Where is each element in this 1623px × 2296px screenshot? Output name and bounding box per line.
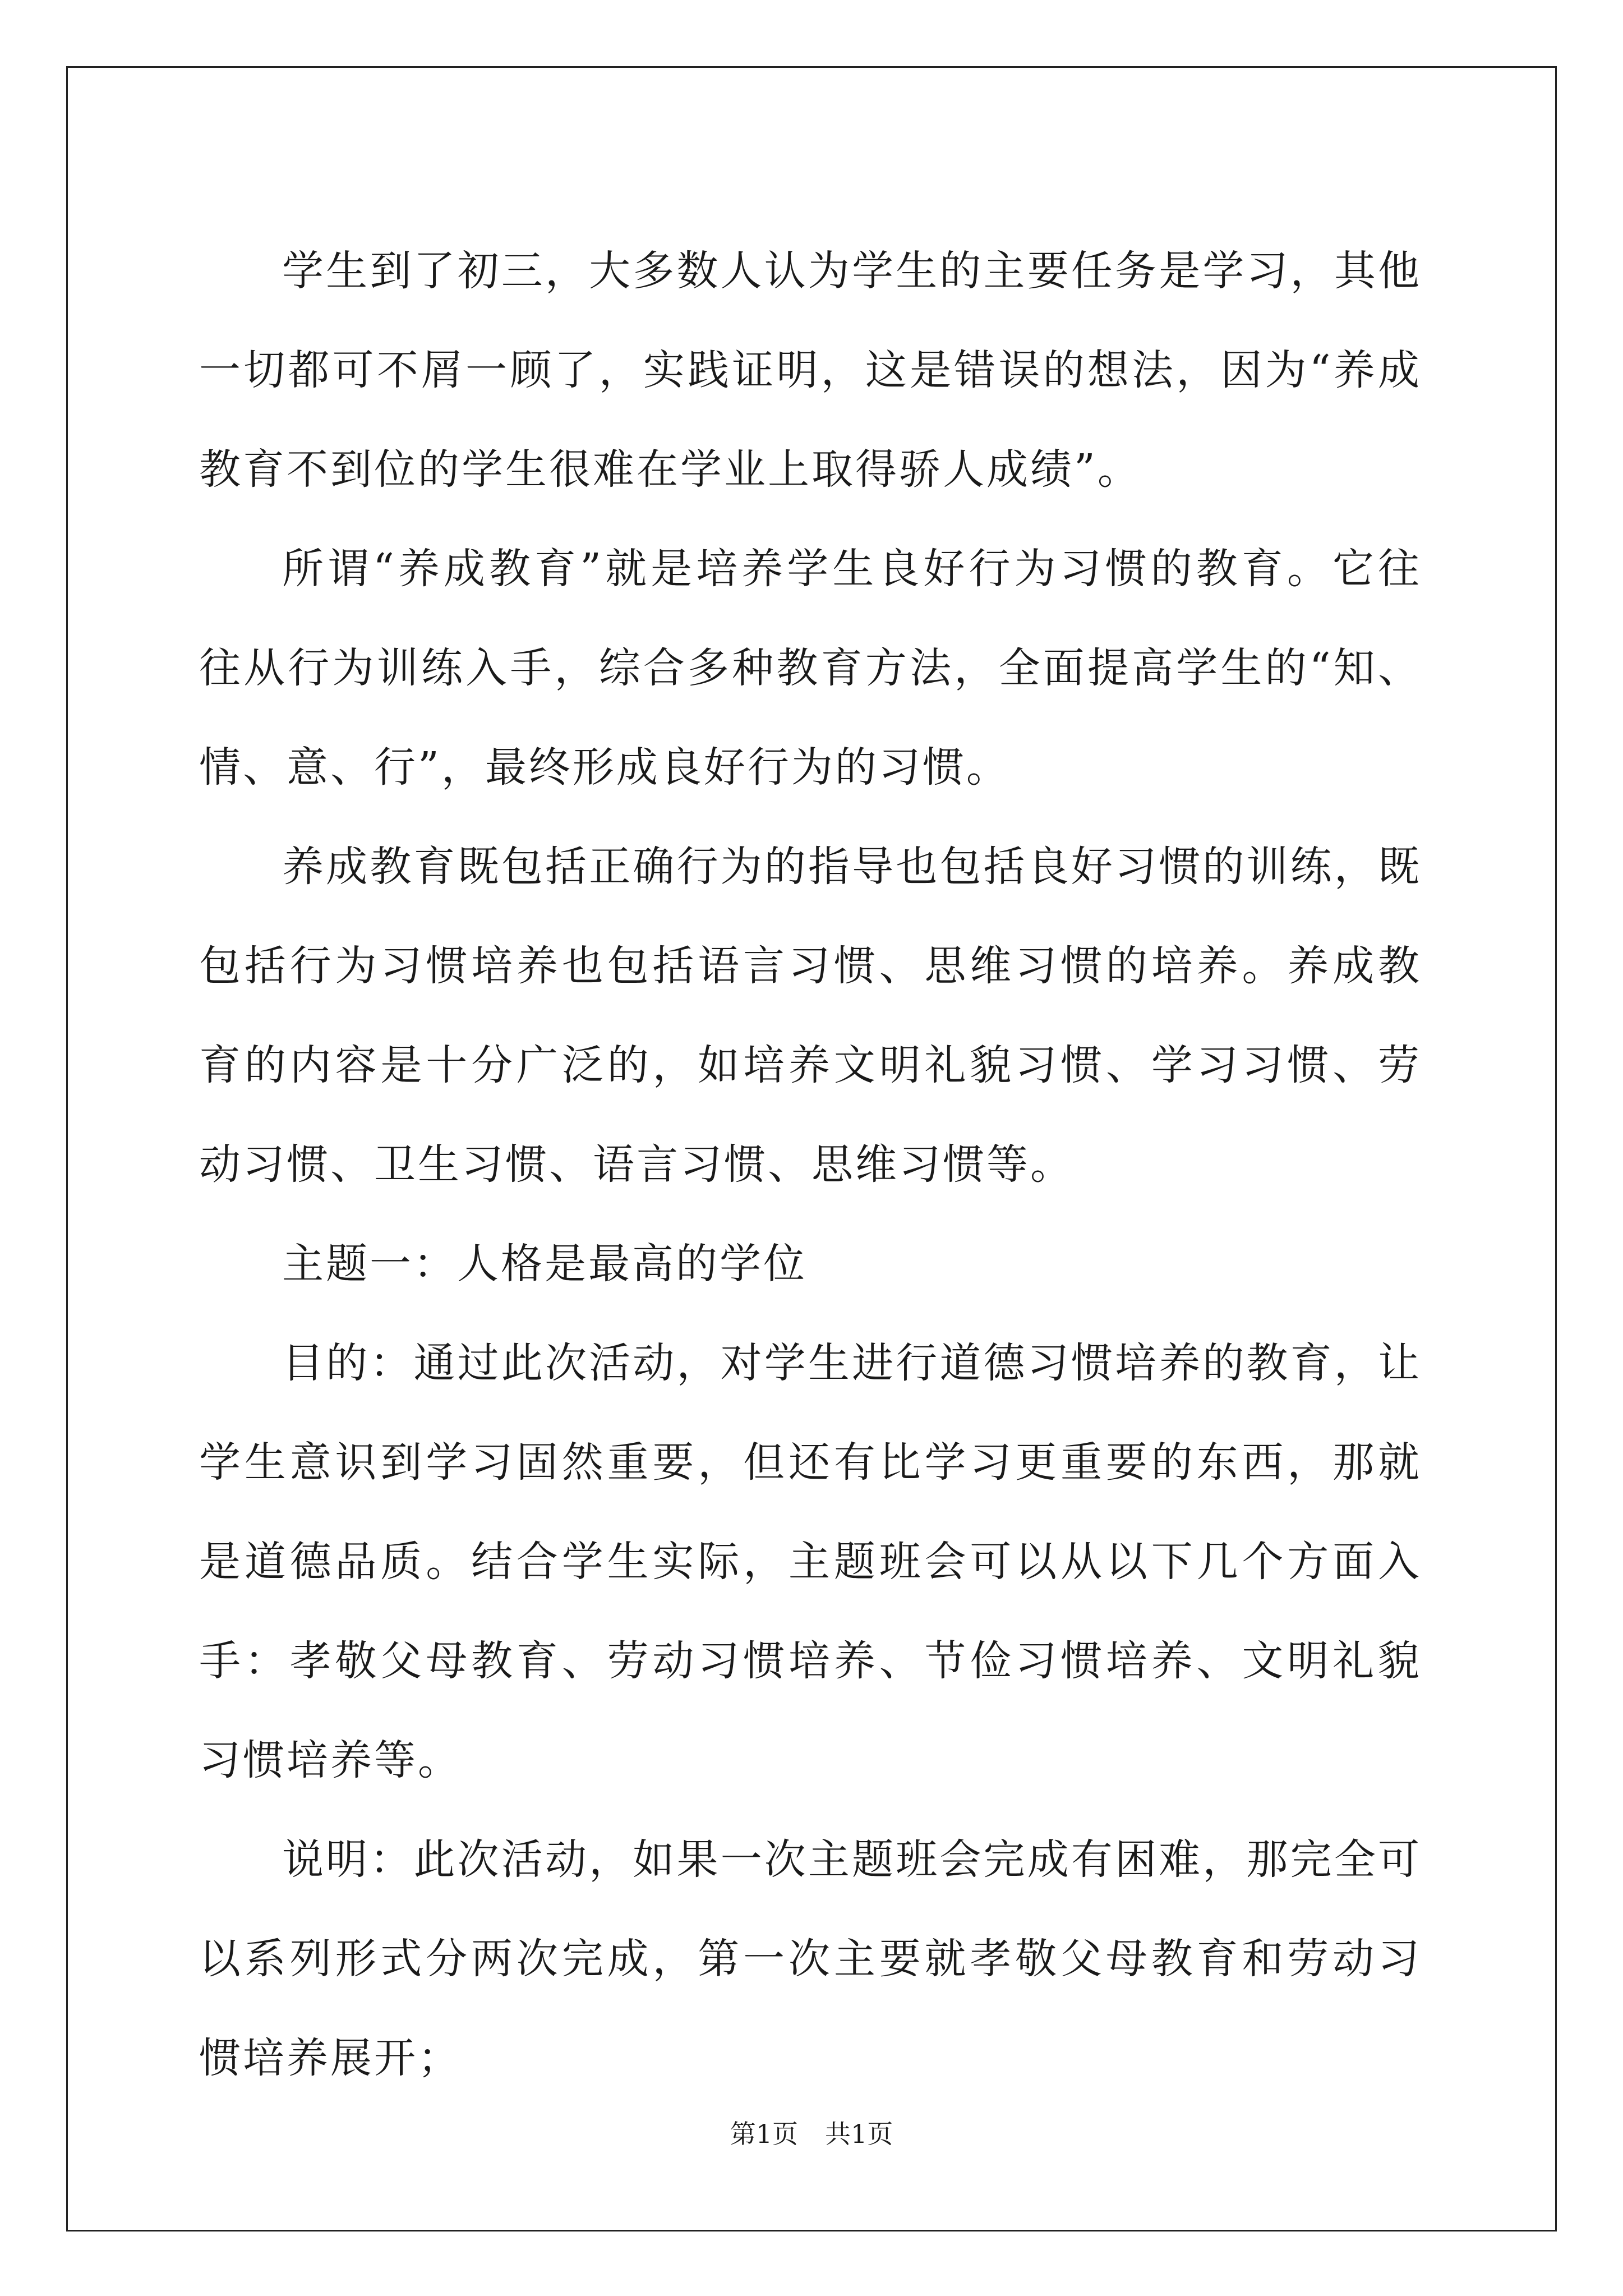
- paragraph: 养成教育既包括正确行为的指导也包括良好习惯的训练，既包括行为习惯培养也包括语言习惯、思维习惯的培养。养成教育的内容是十分广泛的，如培养文明礼貌习惯、学习习惯、劳动习惯、卫生习惯、语言习惯、思维习惯等。: [199, 843, 1422, 1189]
- paragraph: 所谓“养成教育”就是培养学生良好行为习惯的教育。它往往从行为训练入手，综合多种教育方法，全面提高学生的“知、情、意、行”，最终形成良好行为的习惯。: [199, 545, 1422, 792]
- section-heading: 主题一：人格是最高的学位: [282, 1240, 807, 1288]
- total-pages: 共1页: [825, 2119, 893, 2149]
- page-number: 第1页: [730, 2119, 798, 2149]
- paragraph: 说明：此次活动，如果一次主题班会完成有困难，那完全可以系列形式分两次完成，第一次主要就孝敬父母教育和劳动习惯培养展开；: [199, 1835, 1422, 2082]
- document-body: [199, 222, 1422, 2108]
- paragraph: 学生到了初三，大多数人认为学生的主要任务是学习，其他一切都可不屑一顾了，实践证明，这是错误的想法，因为“养成教育不到位的学生很难在学业上取得骄人成绩”。: [199, 247, 1422, 494]
- page-footer: [0, 2114, 1623, 2151]
- paragraph: 目的：通过此次活动，对学生进行道德习惯培养的教育，让学生意识到学习固然重要，但还有比学习更重要的东西，那就是道德品质。结合学生实际，主题班会可以从以下几个方面入手：孝敬父母教育、劳动习惯培养、节俭习惯培养、文明礼貌习惯培养等。: [199, 1339, 1422, 1784]
